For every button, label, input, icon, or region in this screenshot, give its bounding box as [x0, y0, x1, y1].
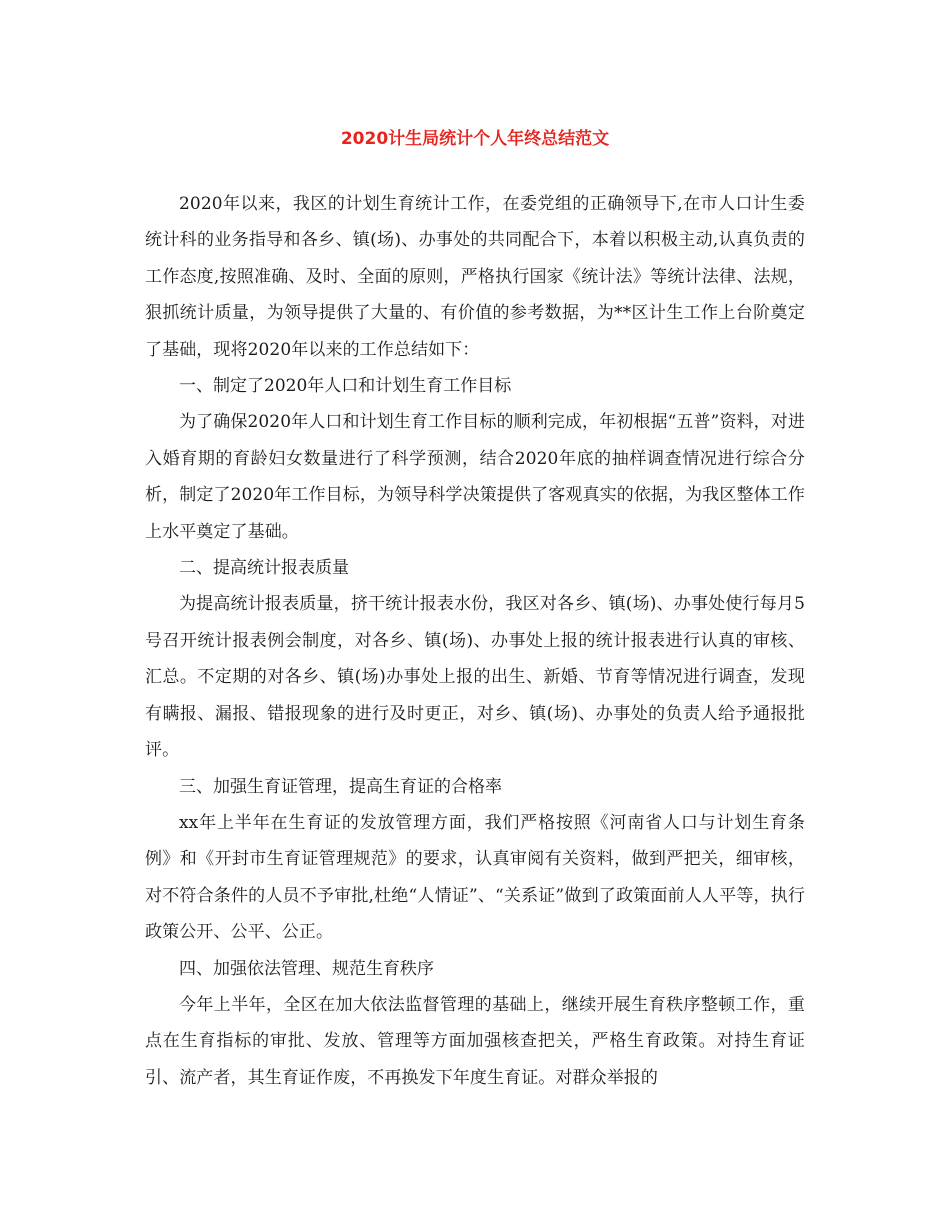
document-title: 2020计生局统计个人年终总结范文	[340, 129, 610, 149]
section-heading-3: 三、加强生育证管理，提高生育证的合格率	[179, 776, 502, 797]
document-body	[145, 186, 805, 1096]
section-3-paragraph: xx年上半年在生育证的发放管理方面，我们严格按照《河南省人口与计划生育条例》和《开封市生育证管理规范》的要求，认真审阅有关资料，做到严把关，细审核，对不符合条件的人员不予审批,杜绝“人情证”、“关系证”做到了政策面前人人平等，执行政策公开、公平、公正。	[145, 812, 805, 943]
intro-paragraph: 2020年以来，我区的计划生育统计工作，在委党组的正确领导下,在市人口计生委统计科的业务指导和各乡、镇(场)、办事处的共同配合下，本着以积极主动,认真负责的工作态度,按照准确、及时、全面的原则，严格执行国家《统计法》等统计法律、法规，狠抓统计质量，为领导提供了大量的、有价值的参考数据，为**区计生工作上台阶奠定了基础，现将2020年以来的工作总结如下：	[145, 194, 805, 360]
section-2-paragraph: 为提高统计报表质量，挤干统计报表水份，我区对各乡、镇(场)、办事处使行每月5号召开统计报表例会制度，对各乡、镇(场)、办事处上报的统计报表进行认真的审核、汇总。不定期的对各乡、镇(场)办事处上报的出生、新婚、节育等情况进行调查，发现有瞒报、漏报、错报现象的进行及时更正，对乡、镇(场)、办事处的负责人给予通报批评。	[145, 594, 805, 761]
section-heading-1: 一、制定了2020年人口和计划生育工作目标	[179, 376, 512, 397]
section-1-paragraph: 为了确保2020年人口和计划生育工作目标的顺利完成，年初根据“五普”资料，对进入婚育期的育龄妇女数量进行了科学预测，结合2020年底的抽样调查情况进行综合分析，制定了2020年工作目标，为领导科学决策提供了客观真实的依据，为我区整体工作上水平奠定了基础。	[145, 412, 805, 542]
section-4-paragraph: 今年上半年，全区在加大依法监督管理的基础上，继续开展生育秩序整顿工作，重点在生育指标的审批、发放、管理等方面加强核查把关，严格生育政策。对持生育证引、流产者，其生育证作废，不再换发下年度生育证。对群众举报的	[145, 994, 805, 1088]
section-heading-4: 四、加强依法管理、规范生育秩序	[179, 958, 434, 979]
document-page	[145, 122, 805, 1096]
section-heading-2: 二、提高统计报表质量	[179, 558, 349, 579]
